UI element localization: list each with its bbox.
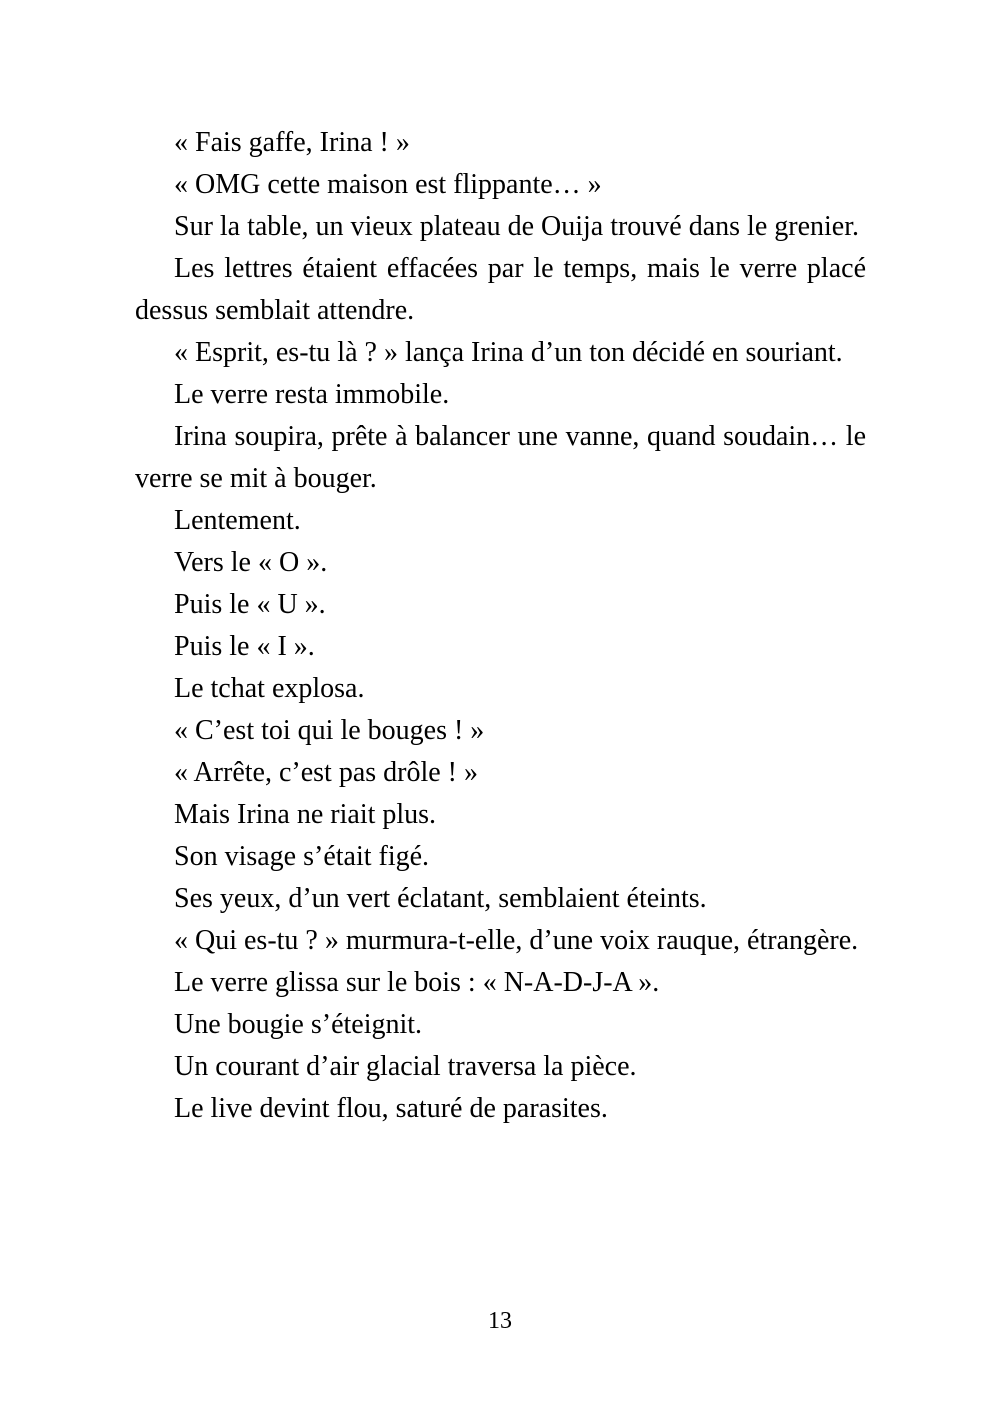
paragraph: « OMG cette maison est flippante… »	[174, 169, 602, 200]
paragraph: Un courant d’air glacial traversa la pièce.	[174, 1051, 637, 1082]
paragraph: « C’est toi qui le bouges ! »	[174, 715, 485, 746]
paragraph: « Fais gaffe, Irina ! »	[174, 127, 410, 158]
paragraph: « Arrête, c’est pas drôle ! »	[174, 757, 478, 788]
paragraph: Le live devint flou, saturé de parasites.	[174, 1093, 608, 1124]
paragraph: Irina soupira, prête à balancer une vanne, quand soudain… le verre se mit à bouger.	[135, 421, 866, 494]
paragraph: Ses yeux, d’un vert éclatant, semblaient éteints.	[174, 883, 707, 914]
paragraph: Le verre resta immobile.	[174, 379, 450, 410]
paragraph: Puis le « I ».	[174, 631, 315, 662]
paragraph: Lentement.	[174, 505, 301, 536]
paragraph: Puis le « U ».	[174, 589, 326, 620]
page-number: 13	[488, 1308, 512, 1334]
body-text	[135, 122, 866, 1130]
paragraph: Vers le « O ».	[174, 547, 328, 578]
paragraph: Mais Irina ne riait plus.	[174, 799, 437, 830]
paragraph: Le verre glissa sur le bois : « N-A-D-J-A ».	[174, 967, 660, 998]
paragraph: Une bougie s’éteignit.	[174, 1009, 423, 1040]
paragraph: Les lettres étaient effacées par le temps, mais le verre placé dessus semblait attendre.	[135, 253, 866, 326]
paragraph: « Esprit, es-tu là ? » lança Irina d’un ton décidé en souriant.	[174, 337, 843, 368]
paragraph: « Qui es-tu ? » murmura-t-elle, d’une voix rauque, étrangère.	[174, 925, 859, 956]
paragraph: Son visage s’était figé.	[174, 841, 430, 872]
paragraph: Le tchat explosa.	[174, 673, 365, 704]
paragraph: Sur la table, un vieux plateau de Ouija trouvé dans le grenier.	[174, 211, 860, 242]
